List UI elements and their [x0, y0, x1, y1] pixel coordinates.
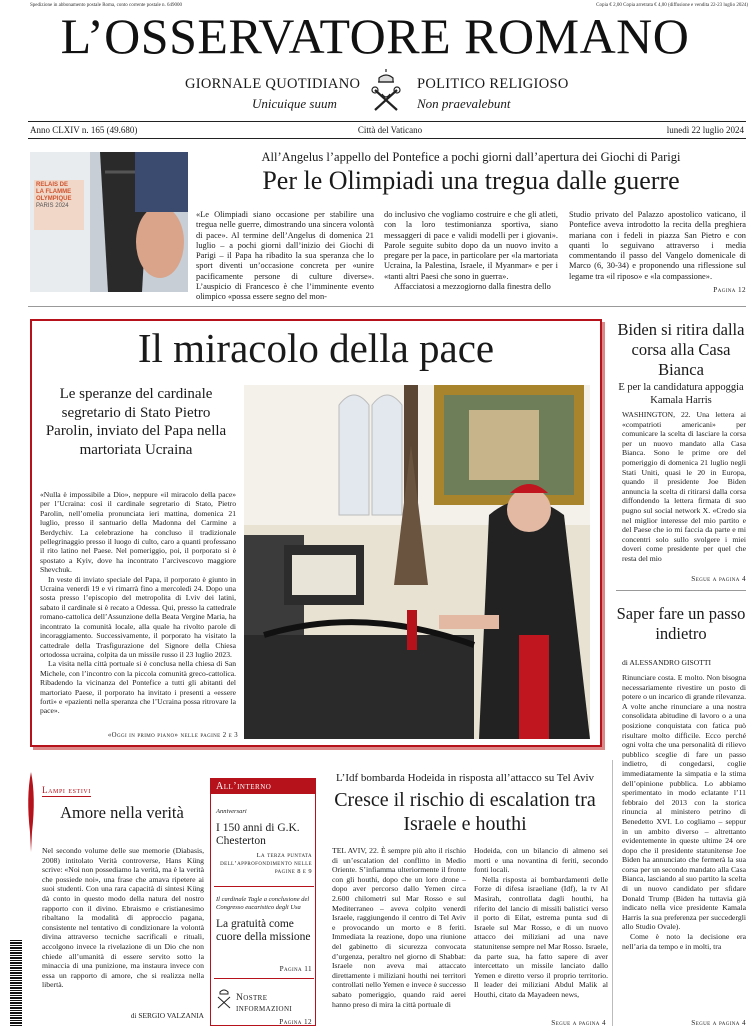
torch-text-2: LA FLAMME	[36, 189, 72, 195]
interno-kicker-1: Anniversari	[216, 808, 247, 815]
motto-left: Unicuique suum	[252, 96, 337, 111]
issue-number: Anno CLXIV n. 165 (49.680)	[30, 125, 138, 135]
israele-page-ref[interactable]: Segue a pagina 4	[551, 1019, 606, 1027]
interno-divider-1	[214, 886, 314, 887]
lampi-byline: di SERGIO VALZANIA	[130, 1011, 204, 1020]
motto-right: Non praevalebunt	[417, 96, 511, 111]
israele-column-2-p1: Hodeida, con un bilancio di almeno sei morti e una novantina di feriti, secondo fonti locali.	[474, 846, 608, 875]
column-separator	[612, 760, 613, 1026]
biden-body: WASHINGTON, 22. Una lettera ai «compatrioti americani» per comunicare la scelta di lasciare la corsa per un nuovo mandato alla Casa Bianca. Sono le prime ore del pomeriggio di domenica 21 luglio negli Stati Uniti, quasi le 20 in Europa, quando il presidente Joe Biden annuncia la scelta di ritirarsi dalla corsa diffondendo la lettera firmata di suo pugno sul social network X. «Credo sia nel miglior interesse del mio partito e del Paese che io mi faccia da parte e mi concentri solo sullo svolgere i miei doveri come presidente per quel che resta del mio	[622, 410, 746, 563]
saper-body-p1: Rinunciare costa. E molto. Non bisogna necessariamente rivestire un posto di potere o un incarico di grande rilevanza. A volte anche rinunciare a una nostra consolidata abitudine di lavoro o a una posizione conquistata con fatica può risultare molto difficile. Ecco perché ogni volta che una personalità di rilievo pubblico sceglie di fare un passo indietro, di congedarsi, coglie immediatamente la simpatia e la stima dell’opinione pubblica. Lo abbiamo sperimentato in modo eclatante l’11 febbraio del 2013 con la storica rinuncia al ministero petrino di Benedetto XVI. Lo cogliamo – seppur in un ambito diverso – altrettanto evidentemente in queste ultime 24 ore dopo che il presidente statunitense Joe Biden ha annunciato che fermerà la sua corsa per un secondo mandato alla Casa Bianca, lasciando al suo partito la scelta di un nuovo candidato per sfidare Donald Trump (Biden ha tuttavia già indicato nella vice presidente Kamala Harris la sua preferenza per succedergli allo Studio Ovale).	[622, 673, 747, 932]
masthead-title: L’OSSERVATORE ROMANO	[60, 8, 690, 64]
nostre-informazioni-link[interactable]: Nostre informazioni	[236, 993, 293, 1014]
papal-coat-of-arms-icon	[361, 68, 411, 118]
olympic-torch-photo	[30, 152, 188, 292]
interno-ref-1[interactable]: La terza puntata dell’approfondimento nelle pagine 8 e 9	[220, 852, 312, 875]
lead-column-2-p1: do inclusivo che vogliamo costruire e che gli atleti, con la loro testimonianza sportiva, siano messaggeri di pace e validi modelli per i giovani». Parole seguite subito dopo da un nuovo invito a pregare per la pace, in particolare per «la martoriata Ucraina, la Palestina, Israele, il Myanmar» e per i «tanti altri Paesi che sono in guerra».	[384, 210, 558, 281]
main-page-ref[interactable]: «Oggi in primo piano» nelle pagine 2 e 3	[107, 732, 238, 739]
biden-divider	[616, 590, 746, 591]
saper-body	[622, 673, 746, 989]
main-body-p2: In veste di inviato speciale del Papa, il porporato è giunto in Ucraina venerdì 19 e vi rimarrà fino a mercoledì 24. Dopo una sosta presso l’episcopio del metropolita di Lviv dei latini, sabato il cardinale si è recato a Odessa. Qui, presso la cattedrale romano-cattolica dell’Assunzione della Beata Vergine Maria, ha incontrato la comunità locale, alla quale ha rivolto parole di incoraggiamento. Successivamente, il porporato ha visitato la cattedrale della Trasfigurazione del Signore della Chiesa ortodossa ucraina, colpita da un missile russo il 23 luglio 2023.	[40, 574, 236, 659]
interno-ref-3[interactable]: Pagina 12	[279, 1018, 312, 1026]
main-body-p1: «Nulla è impossibile a Dio», neppure «il miracolo della pace» per l’Ucraina: così il cardinale segretario di Stato, Pietro Parolin, nell’omelia pronunciata ieri mattina, domenica 21 luglio, presso il santuario della Madonna del Carmine a Berdychiv. La celebrazione ha concluso il tradizionale pellegrinaggio presso il luogo di culto, caro a quanti professano il rito latino nel Paese. Nel pomeriggio, poi, il porporato si è spostato a Kyiv, dove ha incontrato l’arcivescovo maggiore Shevchuk.	[40, 490, 236, 575]
interno-kicker-2: Il cardinale Tagle a conclusione del Congresso eucaristico degli Usa	[216, 896, 310, 911]
israele-headline: Cresce il rischio di escalation tra Israele e houthi	[334, 789, 596, 835]
interno-title-1[interactable]: I 150 anni di G.K. Chesterton	[216, 822, 300, 847]
interno-ref-2[interactable]: Pagina 11	[279, 965, 312, 973]
israele-kicker: L’Idf bombarda Hodeida in risposta all’attacco su Tel Aviv	[335, 772, 595, 784]
saper-byline: di ALESSANDRO GISOTTI	[622, 658, 712, 667]
saper-page-ref[interactable]: Segue a pagina 4	[691, 1019, 746, 1027]
saper-body-p2: Come è noto la decisione era nell’aria da tempo e in molti, tra	[622, 932, 746, 951]
israele-column-2-p2: Nella risposta ai bombardamenti delle Forze di difesa israeliane (Idf), la tv Al Masirah, controllata dagli houthi, ha riferito del lancio di missili balistici verso il porto di Eilat, estrema punta sud di Israele sul Mar Rosso, e di un nuovo attacco dei miliziani ad una nave statunitense sempre nel Mar Rosso. Israele, da parte sua, ha fatto sapere di aver intercettato un missile lanciato dallo Yemen e diretto verso il proprio territorio. Il leader dei miliziani Abdul Malik al Houthi, citato da Mayadeen news,	[474, 874, 608, 999]
torch-text-4: PARIS 2024	[36, 203, 69, 209]
quill-pen-icon	[26, 772, 36, 852]
main-body	[40, 490, 236, 724]
biden-deck: E per la candidatura appoggia Kamala Harris	[618, 382, 744, 406]
interno-title-2[interactable]: La gratuità come cuore della missione	[216, 918, 311, 943]
main-headline: Il miracolo della pace	[137, 325, 495, 371]
masthead-subtitle-left: GIORNALE QUOTIDIANO	[185, 76, 361, 92]
lead-divider	[28, 306, 746, 307]
price-notice: Copia € 2,00 Copia arretrata € 4,00 (diffusione e vendita 22-23 luglio 2024)	[596, 3, 748, 8]
postal-notice: Spedizione in abbonamento postale Roma, conto corrente postale n. 649000	[30, 3, 183, 8]
lead-headline: Per le Olimpiadi una tregua dalle guerre	[262, 166, 680, 195]
lead-column-2-p2: Affacciatosi a mezzogiorno dalla finestra dello	[394, 282, 551, 292]
biden-page-ref[interactable]: Segue a pagina 4	[691, 575, 746, 583]
dateline-place: Città del Vaticano	[357, 125, 423, 135]
parolin-prayer-photo	[244, 385, 590, 739]
torch-text-3: OLYMPIQUE	[36, 196, 72, 202]
interno-label: All’interno	[216, 781, 272, 792]
main-body-p3: La visita nella città portuale si è conclusa nella chiesa di San Michele, con l’incontro con la piccola comunità greco-cattolica. Ribadendo la vicinanza del Pontefice a tutti gli abitanti del martoriato Paese, il porporato ha invitato i presenti a «essere forti» e «pazienti nella speranza che l’Ucraina possa ritrovare la pace».	[40, 659, 236, 716]
lampi-headline: Amore nella verità	[60, 803, 184, 822]
israele-column-2	[474, 846, 608, 1012]
barcode	[10, 940, 22, 1026]
torch-text-1: RELAIS DE	[36, 182, 69, 188]
masthead-rule-top	[28, 121, 746, 122]
main-deck: Le speranze del cardinale segretario di Stato Pietro Parolin, inviato del Papa nella martoriata Ucraina	[45, 386, 227, 458]
saper-headline: Saper fare un passo indietro	[616, 604, 746, 643]
masthead-rule-bottom	[28, 138, 746, 139]
dateline-date: lunedì 22 luglio 2024	[666, 125, 744, 135]
interno-divider-2	[214, 978, 314, 979]
lead-page-ref[interactable]: Pagina 12	[713, 286, 746, 294]
lead-column-2	[384, 210, 558, 296]
lampi-body: Nel secondo volume delle sue memorie (Diabasis, 2008) intitolato Verità controverse, Hans Küng scrive: «Noi non possediamo la verità, ma è la verità che possiede noi», una frase che amava ripetere ai suoi studenti. Con una rara capacità di sintesi Küng dà conto in questo modo della natura del nostro rapporto con il divino. Ebraismo e cristianesimo ribaltano la modalità di approccio pagana, consistente nel tentativo di condizionare la volontà divina attraverso tecniche sacrificali e rituali, accolgono invece la rivelazione di un Dio che non chiede all’umanità di essere servito sotto la minaccia di una punizione, ma instaura invece con essa un rapporto di amore, che si realizza nella libertà.	[42, 846, 204, 990]
lead-column-1: «Le Olimpiadi siano occasione per stabilire una tregua nelle guerre, dimostrando una sincera volontà di pace». Al termine dell’Angelus di domenica 21 luglio – a pochi giorni dall’inizio dei Giochi di Parigi – il Papa ha ribadito la sua speranza che lo sport diventi un’occasione concreta per «unire pacificamente persone di culture diverse». L’auspicio di Francesco è che l’imminente evento olimpico «possa essere segno del mon-	[196, 210, 374, 302]
lampi-label: Lampi estivi	[42, 785, 91, 795]
biden-headline: Biden si ritira dalla corsa alla Casa Bianca	[617, 320, 745, 379]
masthead-subtitle-right: POLITICO RELIGIOSO	[417, 76, 569, 92]
lead-kicker: All’Angelus l’appello del Pontefice a pochi giorni dall’apertura dei Giochi di Parigi	[261, 150, 681, 164]
vatican-arms-icon	[214, 988, 234, 1010]
israele-column-1: TEL AVIV, 22. È sempre più alto il rischio di un’escalation del conflitto in Medio Oriente. S’infiamma ulteriormente il fronte con gli houthi, dopo che un loro drone – dopo aver percorso dallo Yemen circa 2.600 chilometri sul Mar Rosso e sul Mediterraneo – aveva colpito venerdì Israele, raggiungendo il centro di Tel Aviv e provocando un morto e 8 feriti. Immediata la reazione, dopo una riunione del gabinetto di sicurezza convocata d’urgenza, peraltro nel giorno di Shabbat: Israele non aveva mai attaccato direttamente i miliziani houthi nei territori controllati nello Yemen e invece è successo sabato pomeriggio, quando raid aerei hanno preso di mira la città portuale di	[332, 846, 466, 1009]
lead-column-3: Studio privato del Palazzo apostolico vaticano, il Pontefice aveva introdotto la recita della preghiera mariana con i fedeli in piazza San Pietro e con quanti lo seguivano attraverso i media commentando il passo del Vangelo domenicale di Marco (6, 30-34) e proponendo una riflessione sul legame tra «il riposo» e «la compassione».	[569, 210, 746, 281]
